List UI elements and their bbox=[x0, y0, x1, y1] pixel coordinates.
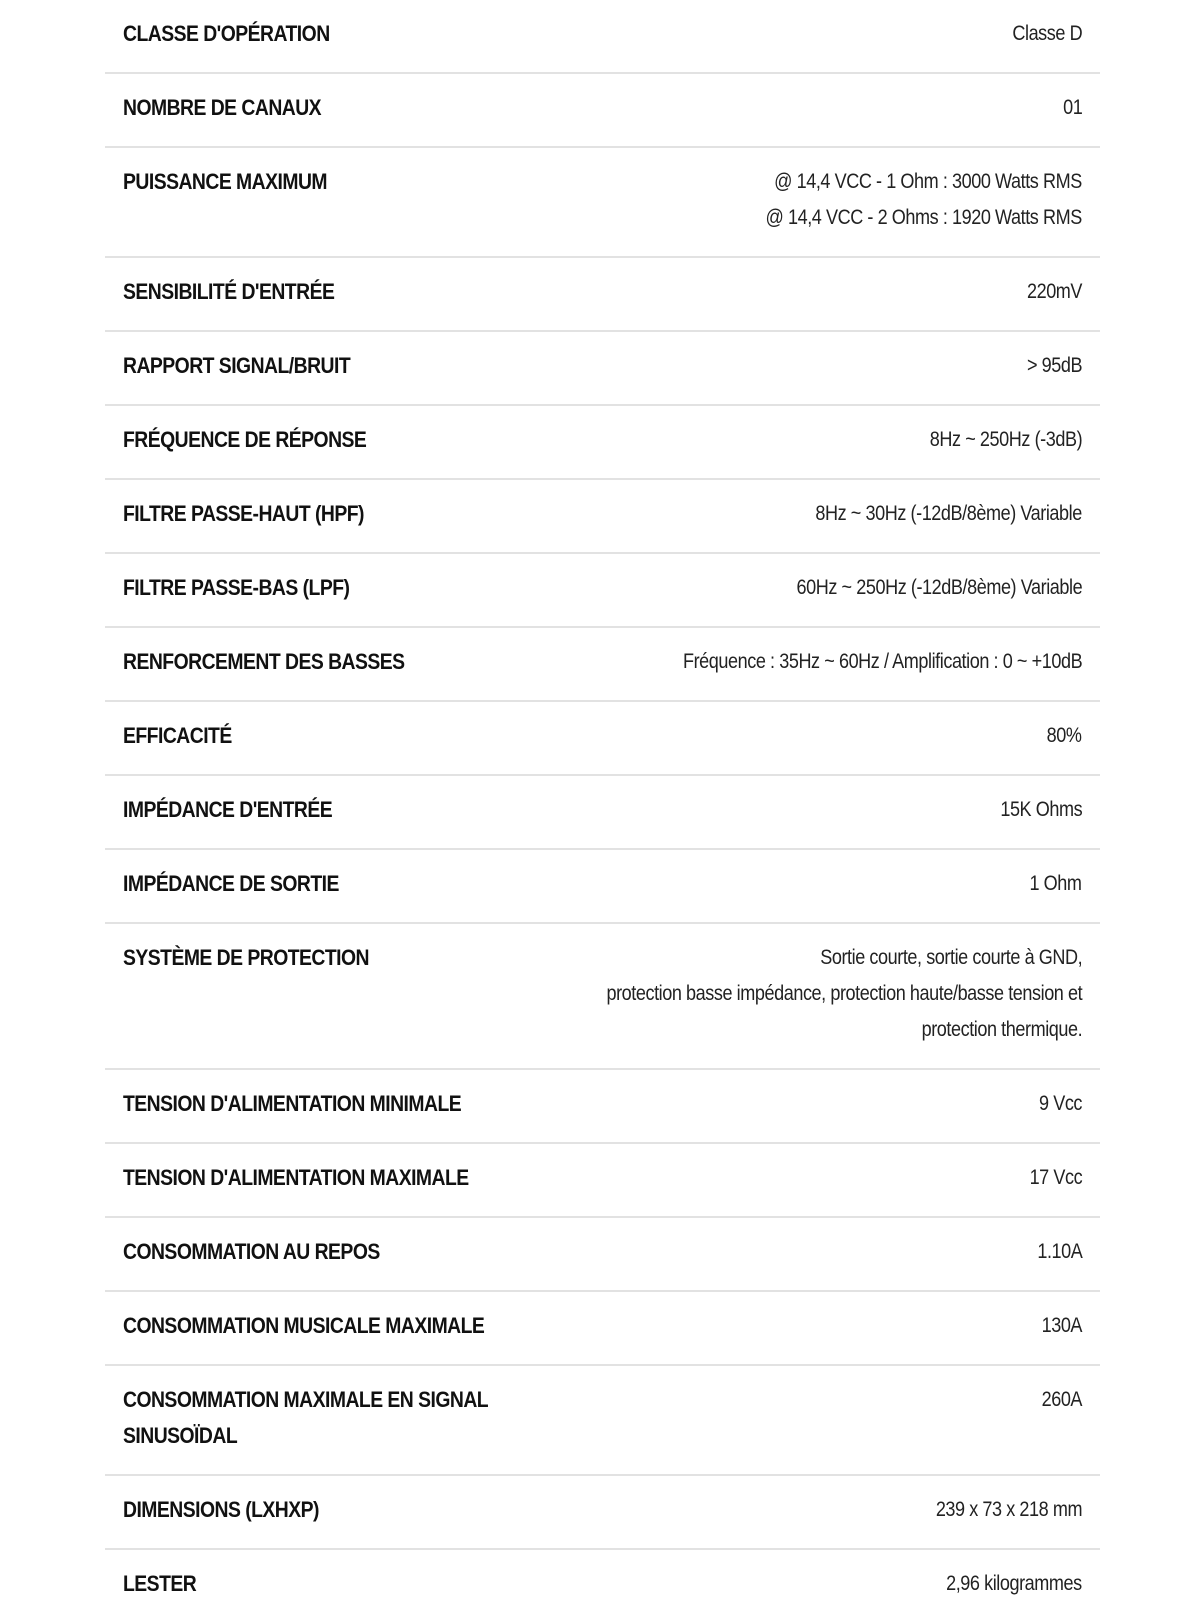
spec-label: RENFORCEMENT DES BASSES bbox=[123, 649, 405, 674]
spec-row-lester bbox=[105, 1550, 1100, 1624]
spec-label: LESTER bbox=[123, 1571, 197, 1596]
spec-value bbox=[1012, 16, 1082, 52]
spec-value bbox=[936, 1492, 1082, 1528]
spec-value bbox=[1027, 274, 1082, 310]
spec-row-frequence bbox=[105, 406, 1100, 480]
spec-label: CLASSE D'OPÉRATION bbox=[123, 21, 330, 46]
spec-label: SENSIBILITÉ D'ENTRÉE bbox=[123, 279, 335, 304]
spec-value bbox=[946, 1566, 1082, 1602]
spec-value bbox=[930, 422, 1082, 458]
spec-label: TENSION D'ALIMENTATION MAXIMALE bbox=[123, 1165, 469, 1190]
spec-row-impedance-sortie bbox=[105, 850, 1100, 924]
spec-value-line: Classe D bbox=[1012, 22, 1082, 45]
spec-value-line: 220mV bbox=[1026, 280, 1082, 303]
spec-row-conso-musicale bbox=[105, 1292, 1100, 1366]
spec-value bbox=[816, 496, 1082, 532]
spec-value-line: 8Hz ~ 30Hz (-12dB/8ème) Variable bbox=[815, 502, 1082, 525]
spec-value-line: 01 bbox=[1062, 96, 1082, 119]
spec-value-line: protection thermique. bbox=[921, 1018, 1082, 1041]
spec-label: RAPPORT SIGNAL/BRUIT bbox=[123, 353, 351, 378]
spec-value bbox=[1042, 1382, 1082, 1418]
spec-value-line: 239 x 73 x 218 mm bbox=[935, 1498, 1082, 1521]
spec-value-line: 9 Vcc bbox=[1038, 1092, 1082, 1115]
spec-label: CONSOMMATION AU REPOS bbox=[123, 1239, 380, 1264]
spec-value bbox=[1030, 866, 1082, 902]
spec-value bbox=[1000, 792, 1082, 828]
spec-label: FILTRE PASSE-BAS (LPF) bbox=[123, 575, 350, 600]
spec-label: FRÉQUENCE DE RÉPONSE bbox=[123, 427, 367, 452]
spec-label: IMPÉDANCE DE SORTIE bbox=[123, 871, 339, 896]
spec-row-hpf bbox=[105, 480, 1100, 554]
spec-label: FILTRE PASSE-HAUT (HPF) bbox=[123, 501, 364, 526]
spec-value-line: 80% bbox=[1047, 724, 1082, 747]
spec-row-impedance-entree bbox=[105, 776, 1100, 850]
spec-value-line: Sortie courte, sortie courte à GND, bbox=[820, 946, 1082, 969]
spec-label: NOMBRE DE CANAUX bbox=[123, 95, 322, 120]
spec-row-lpf bbox=[105, 554, 1100, 628]
spec-row-efficacite bbox=[105, 702, 1100, 776]
spec-value-line: 60Hz ~ 250Hz (-12dB/8ème) Variable bbox=[796, 576, 1082, 599]
spec-row-protection bbox=[105, 924, 1100, 1070]
spec-label: SYSTÈME DE PROTECTION bbox=[123, 945, 370, 970]
spec-row-basses bbox=[105, 628, 1100, 702]
spec-value-line: 8Hz ~ 250Hz (-3dB) bbox=[929, 428, 1082, 451]
spec-label: DIMENSIONS (LXHXP) bbox=[123, 1497, 319, 1522]
spec-value bbox=[766, 164, 1082, 236]
spec-value-line: @ 14,4 VCC - 2 Ohms : 1920 Watts RMS bbox=[765, 206, 1082, 229]
spec-value bbox=[683, 644, 1082, 680]
spec-value-line: 130A bbox=[1041, 1314, 1082, 1337]
spec-row-tension-max bbox=[105, 1144, 1100, 1218]
spec-value-line: 2,96 kilogrammes bbox=[946, 1572, 1082, 1595]
spec-row-conso-sinus bbox=[105, 1366, 1100, 1476]
spec-value bbox=[1042, 1308, 1082, 1344]
spec-value bbox=[1027, 348, 1082, 384]
spec-value bbox=[1037, 1234, 1082, 1270]
spec-row-conso-repos bbox=[105, 1218, 1100, 1292]
spec-label: EFFICACITÉ bbox=[123, 723, 232, 748]
spec-row-classe bbox=[105, 0, 1100, 74]
spec-value bbox=[606, 940, 1082, 1048]
spec-row-tension-min bbox=[105, 1070, 1100, 1144]
spec-value-line: 15K Ohms bbox=[1000, 798, 1082, 821]
spec-label: PUISSANCE MAXIMUM bbox=[123, 169, 327, 194]
spec-table bbox=[105, 0, 1100, 1624]
spec-row-canaux bbox=[105, 74, 1100, 148]
spec-value-line: protection basse impédance, protection haute/basse tension et bbox=[606, 982, 1082, 1005]
spec-value bbox=[1039, 1086, 1082, 1122]
spec-value-line: 1.10A bbox=[1036, 1240, 1082, 1263]
spec-value bbox=[796, 570, 1082, 606]
spec-label: CONSOMMATION MUSICALE MAXIMALE bbox=[123, 1313, 485, 1338]
spec-value-line: @ 14,4 VCC - 1 Ohm : 3000 Watts RMS bbox=[774, 170, 1082, 193]
spec-row-signal-bruit bbox=[105, 332, 1100, 406]
spec-value bbox=[1029, 1160, 1082, 1196]
spec-label: IMPÉDANCE D'ENTRÉE bbox=[123, 797, 333, 822]
spec-row-dimensions bbox=[105, 1476, 1100, 1550]
spec-value-line: > 95dB bbox=[1026, 354, 1082, 377]
spec-row-sensibilite bbox=[105, 258, 1100, 332]
spec-value-line: 17 Vcc bbox=[1029, 1166, 1082, 1189]
spec-value bbox=[1047, 718, 1082, 754]
spec-value-line: 260A bbox=[1041, 1388, 1082, 1411]
spec-label: TENSION D'ALIMENTATION MINIMALE bbox=[123, 1091, 462, 1116]
spec-label: CONSOMMATION MAXIMALE EN SIGNAL SINUSOÏDAL bbox=[123, 1387, 489, 1448]
spec-value-line: Fréquence : 35Hz ~ 60Hz / Amplification : 0 ~ +10dB bbox=[682, 650, 1082, 673]
spec-value-line: 1 Ohm bbox=[1029, 872, 1082, 895]
spec-value bbox=[1063, 90, 1082, 126]
spec-row-puissance bbox=[105, 148, 1100, 258]
